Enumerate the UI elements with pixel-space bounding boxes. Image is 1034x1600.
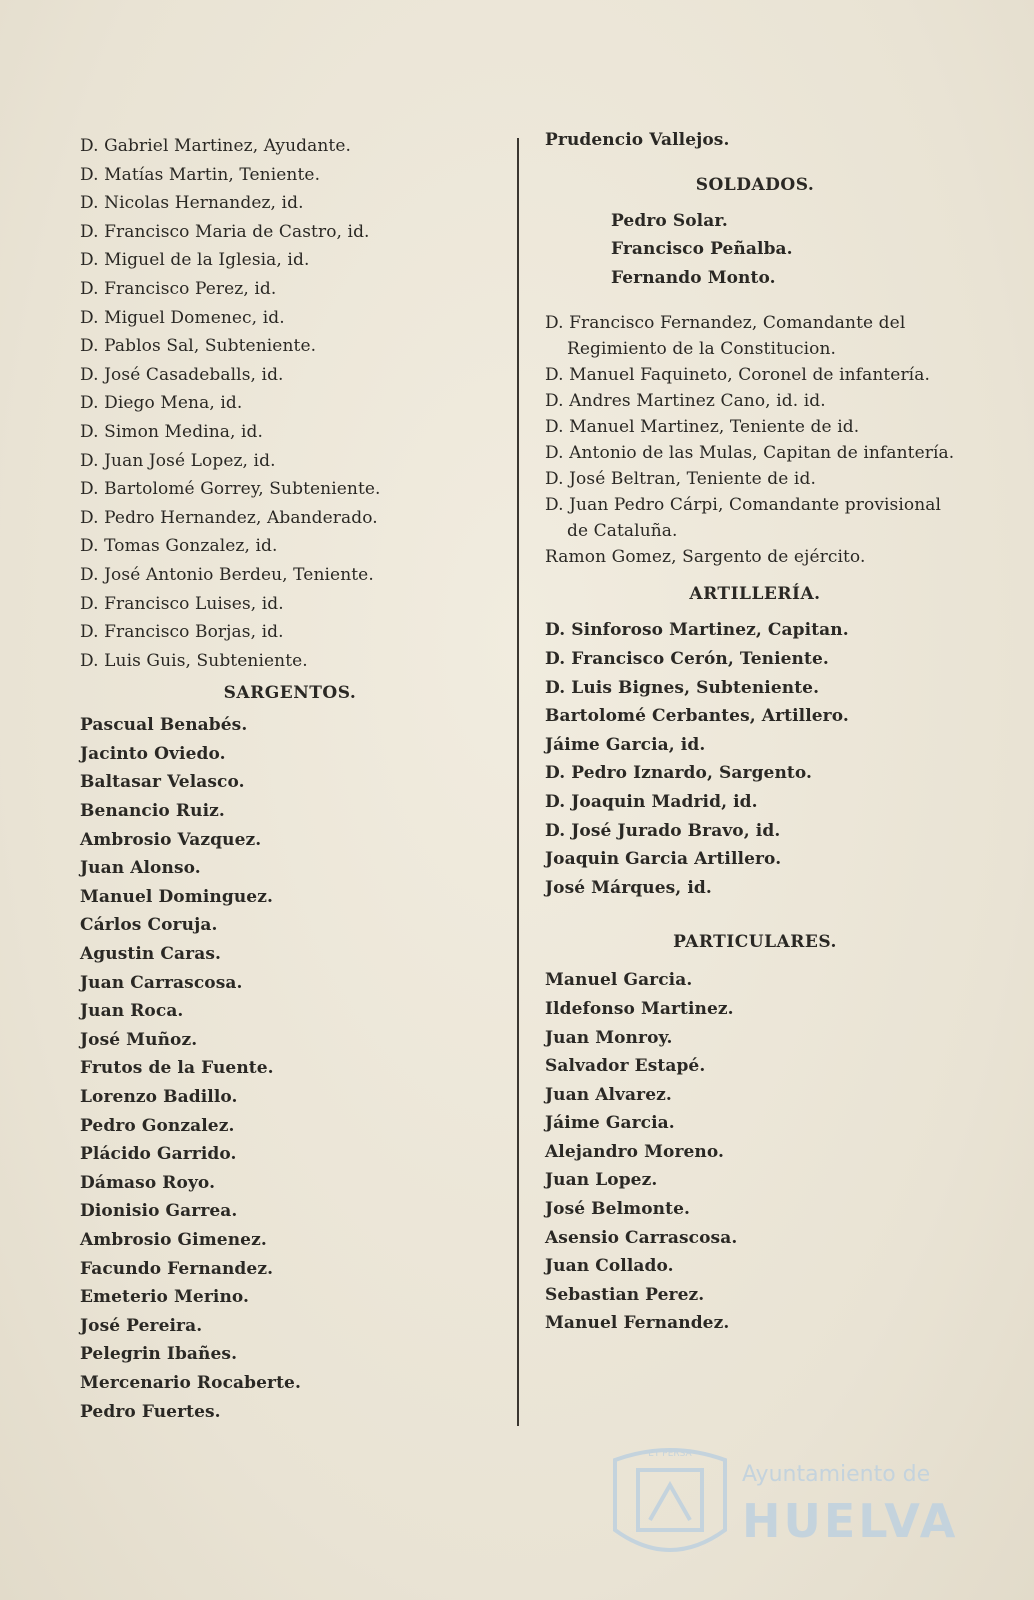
watermark-line2: HUELVA bbox=[742, 1494, 959, 1548]
officer-entry: D. Bartolomé Gorrey, Subteniente. bbox=[80, 479, 381, 500]
officer-entry: D. Gabriel Martinez, Ayudante. bbox=[80, 136, 352, 156]
artilleria-entry: D. Luis Bignes, Subteniente. bbox=[545, 677, 820, 698]
particular-entry: Ildefonso Martinez. bbox=[545, 998, 734, 1019]
sargentos-heading: SARGENTOS. bbox=[223, 683, 357, 704]
seal-text: ET PERSA bbox=[648, 1449, 692, 1459]
artilleria-entry: D. Pedro Iznardo, Sargento. bbox=[545, 763, 813, 784]
artilleria-entry: Bartolomé Cerbantes, Artillero. bbox=[545, 706, 849, 727]
sargento-entry: Pedro Fuertes. bbox=[80, 1401, 221, 1422]
officer-entry: D. Francisco Perez, id. bbox=[80, 278, 277, 299]
particular-entry: Juan Lopez. bbox=[545, 1170, 658, 1191]
artilleria-heading: ARTILLERÍA. bbox=[689, 584, 821, 605]
sargento-entry: Mercenario Rocaberte. bbox=[80, 1372, 301, 1393]
sargento-entry: Jacinto Oviedo. bbox=[80, 743, 226, 764]
artilleria-entry: D. Joaquin Madrid, id. bbox=[545, 791, 758, 812]
officer-entry: D. Francisco Luises, id. bbox=[80, 593, 284, 614]
soldado-entry: Pedro Solar. bbox=[611, 210, 728, 231]
particular-entry: Manuel Garcia. bbox=[545, 970, 693, 991]
particular-entry: Jáime Garcia. bbox=[545, 1113, 675, 1134]
sargento-entry: Facundo Fernandez. bbox=[80, 1258, 274, 1279]
commander-entry: D. Manuel Faquineto, Coronel de infantería. bbox=[545, 365, 930, 386]
officer-entry: D. Nicolas Hernandez, id. bbox=[80, 193, 304, 214]
artilleria-list bbox=[545, 616, 965, 902]
officer-entry: D. Miguel de la Iglesia, id. bbox=[80, 250, 310, 271]
officer-entry: D. Simon Medina, id. bbox=[80, 421, 264, 442]
sargento-entry: Agustin Caras. bbox=[80, 944, 222, 965]
sargento-entry: Pascual Benabés. bbox=[80, 715, 248, 736]
particular-entry: José Belmonte. bbox=[545, 1199, 691, 1220]
officers-list bbox=[80, 132, 500, 675]
particular-entry: Juan Collado. bbox=[545, 1256, 674, 1277]
soldado-entry: Francisco Peñalba. bbox=[611, 239, 793, 260]
sargento-entry: Manuel Dominguez. bbox=[80, 886, 273, 907]
column-divider bbox=[517, 138, 519, 1426]
soldados-list bbox=[545, 207, 965, 293]
commander-entry: D. Andres Martinez Cano, id. id. bbox=[545, 391, 826, 412]
officer-entry: D. Diego Mena, id. bbox=[80, 393, 243, 414]
watermark-line1: Ayuntamiento de bbox=[742, 1462, 931, 1487]
officer-entry: D. Luis Guis, Subteniente. bbox=[80, 650, 308, 671]
sargento-entry: Ambrosio Gimenez. bbox=[80, 1229, 267, 1250]
particular-entry: Salvador Estapé. bbox=[545, 1056, 706, 1077]
soldados-heading: SOLDADOS. bbox=[695, 174, 815, 195]
artilleria-entry: D. Francisco Cerón, Teniente. bbox=[545, 648, 829, 669]
sargento-entry: José Muñoz. bbox=[80, 1029, 198, 1050]
artilleria-entry: Jáime Garcia, id. bbox=[545, 734, 706, 755]
artilleria-entry: José Márques, id. bbox=[545, 877, 712, 898]
commander-entry: D. Francisco Fernandez, Comandante del Regimiento de la Constitucion. bbox=[545, 313, 906, 360]
sargento-entry: Baltasar Velasco. bbox=[80, 772, 245, 793]
officer-entry: D. José Antonio Berdeu, Teniente. bbox=[80, 564, 374, 585]
officer-entry: D. Pedro Hernandez, Abanderado. bbox=[80, 507, 378, 528]
particulares-list bbox=[545, 966, 965, 1338]
artilleria-entry: D. José Jurado Bravo, id. bbox=[545, 820, 781, 841]
commanders-list bbox=[545, 310, 965, 570]
particulares-heading: PARTICULARES. bbox=[673, 932, 837, 953]
sargento-entry: Pedro Gonzalez. bbox=[80, 1115, 235, 1136]
sargento-entry: Frutos de la Fuente. bbox=[80, 1058, 274, 1079]
officer-entry: D. Miguel Domenec, id. bbox=[80, 307, 285, 328]
sargento-entry: José Pereira. bbox=[80, 1315, 203, 1336]
soldado-entry: Fernando Monto. bbox=[611, 267, 776, 288]
particular-entry: Juan Alvarez. bbox=[545, 1084, 672, 1105]
officer-entry: D. José Casadeballs, id. bbox=[80, 364, 284, 385]
sargento-entry: Juan Carrascosa. bbox=[80, 972, 243, 993]
particular-entry: Alejandro Moreno. bbox=[545, 1141, 725, 1162]
first-line: Prudencio Vallejos. bbox=[545, 130, 730, 150]
sargento-entry: Dámaso Royo. bbox=[80, 1172, 216, 1193]
particular-entry: Juan Monroy. bbox=[545, 1027, 673, 1048]
left-column bbox=[80, 132, 500, 1426]
sargento-entry: Lorenzo Badillo. bbox=[80, 1087, 238, 1107]
officer-entry: D. Matías Martin, Teniente. bbox=[80, 164, 321, 185]
artilleria-entry: Joaquin Garcia Artillero. bbox=[545, 849, 782, 870]
artilleria-entry: D. Sinforoso Martinez, Capitan. bbox=[545, 620, 849, 641]
sargento-entry: Ambrosio Vazquez. bbox=[80, 829, 262, 850]
commander-entry: D. Juan Pedro Cárpi, Comandante provisional de Cataluña. bbox=[545, 495, 942, 542]
commander-entry: Ramon Gomez, Sargento de ejército. bbox=[545, 547, 866, 568]
sargento-entry: Dionisio Garrea. bbox=[80, 1201, 238, 1222]
right-column bbox=[545, 126, 965, 1338]
sargento-entry: Pelegrin Ibañes. bbox=[80, 1344, 238, 1365]
officer-entry: D. Pablos Sal, Subteniente. bbox=[80, 336, 317, 357]
officer-entry: D. Juan José Lopez, id. bbox=[80, 450, 276, 471]
commander-entry: D. José Beltran, Teniente de id. bbox=[545, 469, 816, 490]
particular-entry: Asensio Carrascosa. bbox=[545, 1227, 738, 1248]
sargento-entry: Juan Alonso. bbox=[80, 858, 201, 879]
particular-entry: Manuel Fernandez. bbox=[545, 1313, 730, 1334]
sargento-entry: Plácido Garrido. bbox=[80, 1144, 237, 1165]
officer-entry: D. Francisco Borjas, id. bbox=[80, 622, 284, 643]
sargento-entry: Juan Roca. bbox=[80, 1001, 184, 1022]
commander-entry: D. Manuel Martinez, Teniente de id. bbox=[545, 417, 860, 438]
sargento-entry: Cárlos Coruja. bbox=[80, 915, 218, 936]
officer-entry: D. Tomas Gonzalez, id. bbox=[80, 536, 278, 557]
sargento-entry: Emeterio Merino. bbox=[80, 1287, 250, 1308]
sargento-entry: Benancio Ruiz. bbox=[80, 801, 225, 822]
sargentos-list bbox=[80, 711, 500, 1426]
commander-entry: D. Antonio de las Mulas, Capitan de infantería. bbox=[545, 443, 955, 464]
officer-entry: D. Francisco Maria de Castro, id. bbox=[80, 221, 370, 242]
particular-entry: Sebastian Perez. bbox=[545, 1284, 705, 1305]
